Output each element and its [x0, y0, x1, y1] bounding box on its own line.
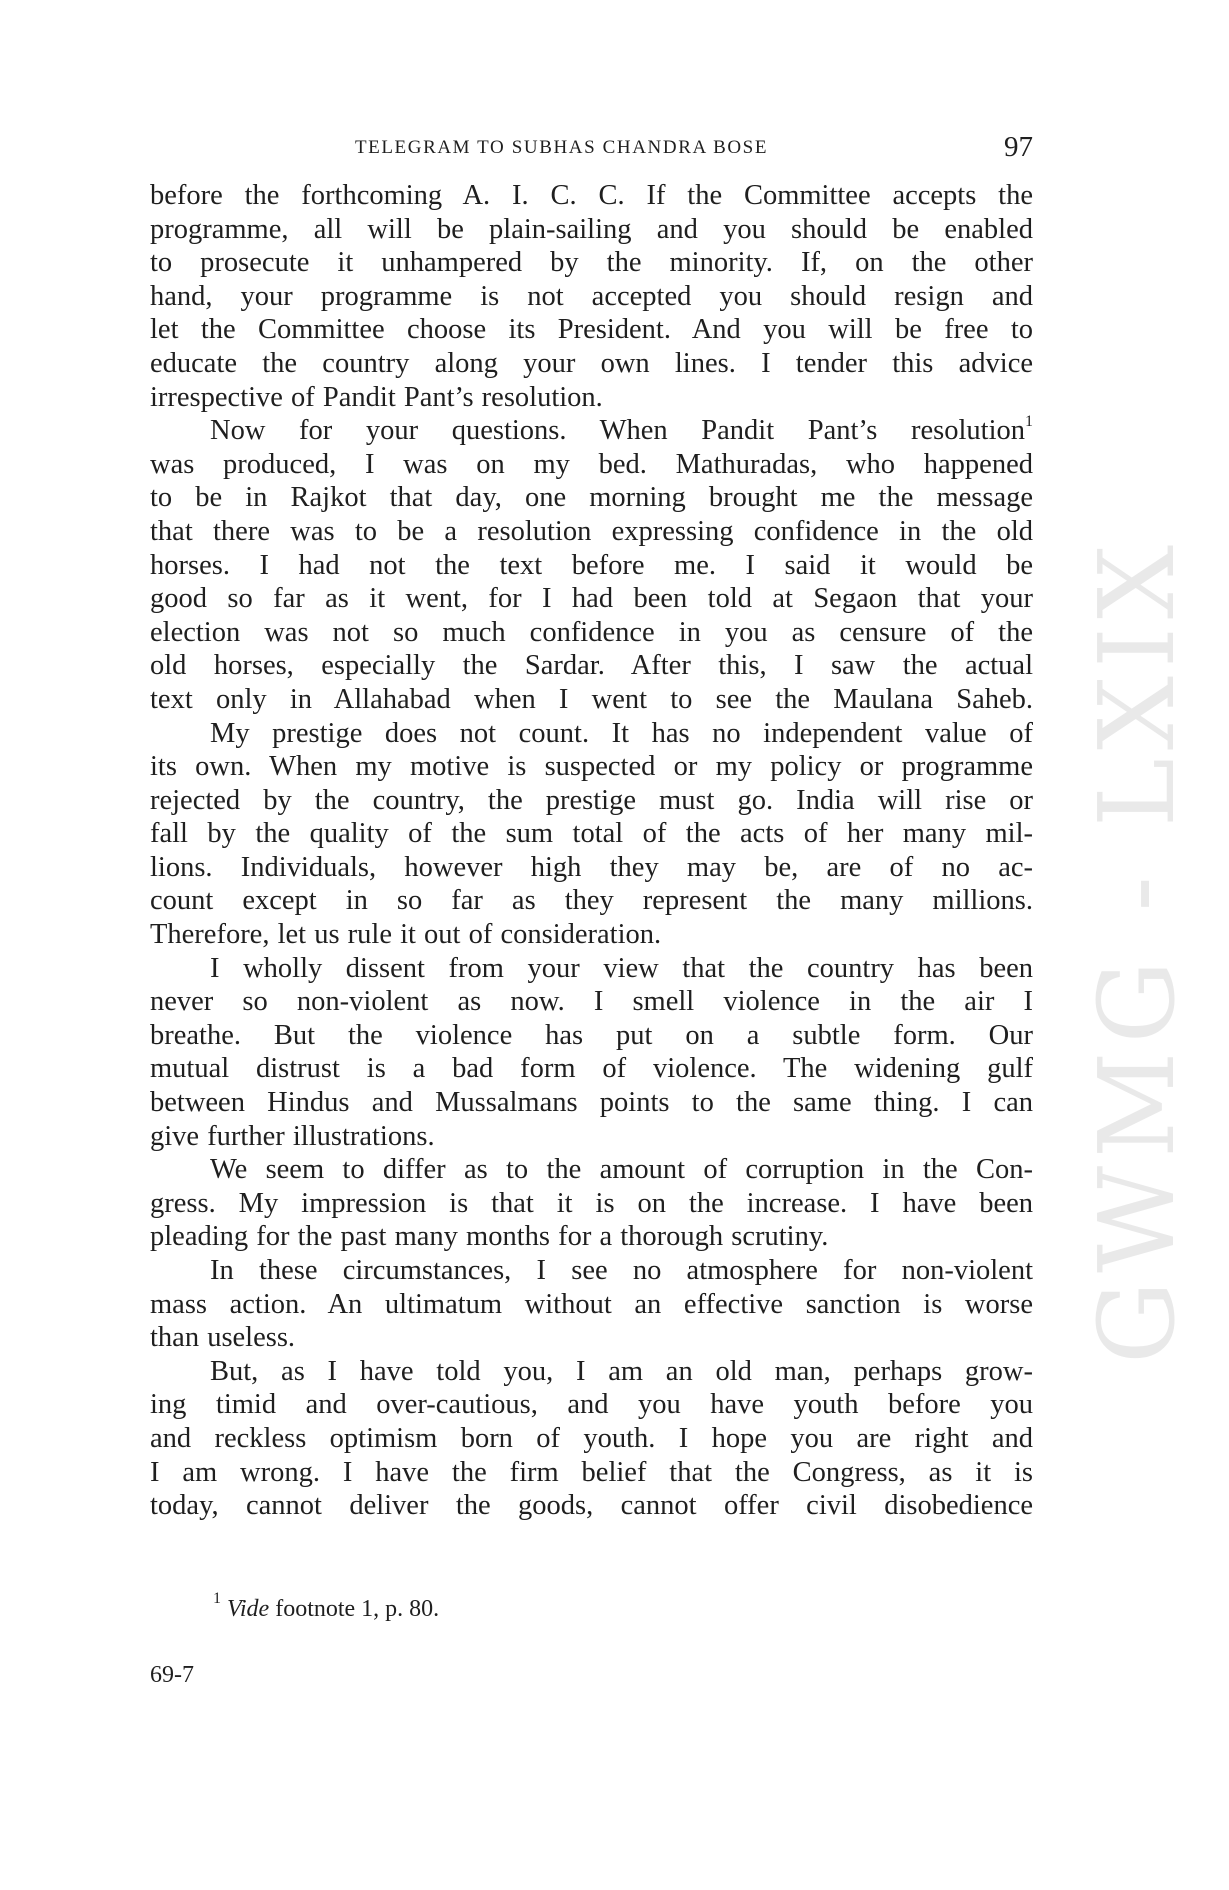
text-line: educate the country along your own lines. I tender this advice: [150, 347, 1033, 379]
text-line: good so far as it went, for I had been told at Segaon that your: [150, 583, 1033, 615]
text-line: before the forthcoming A. I. C. C. If the Committee accepts the: [150, 180, 1033, 211]
text-line: My prestige does not count. It has no independent value of: [210, 717, 1033, 749]
text-line: mass action. An ultimatum without an effective sanction is worse: [150, 1288, 1033, 1320]
text-line: between Hindus and Mussalmans points to the same thing. I can: [150, 1087, 1033, 1119]
text-line: pleading for the past many months for a thorough scrutiny.: [150, 1221, 829, 1253]
text-line: gress. My impression is that it is on the increase. I have been: [150, 1187, 1033, 1219]
text-line: I wholly dissent from your view that the country has been: [210, 952, 1033, 984]
text-line: today, cannot deliver the goods, cannot offer civil disobedience: [150, 1490, 1033, 1522]
text-line: old horses, especially the Sardar. After this, I saw the actual: [150, 650, 1033, 682]
text-line: election was not so much confidence in you as censure of the: [150, 616, 1033, 648]
text-line: and reckless optimism born of youth. I hope you are right and: [150, 1422, 1033, 1454]
text-line: rejected by the country, the prestige must go. India will rise or: [150, 784, 1033, 816]
text-line: breathe. But the violence has put on a subtle form. Our: [150, 1019, 1033, 1051]
text-line: that there was to be a resolution expressing confidence in the old: [150, 515, 1033, 547]
text-line: lions. Individuals, however high they may be, are of no ac-: [150, 851, 1033, 883]
text-line: mutual distrust is a bad form of violence. The widening gulf: [150, 1053, 1033, 1085]
text-line: was produced, I was on my bed. Mathuradas, who happened: [150, 448, 1033, 480]
text-line: never so non-violent as now. I smell violence in the air I: [150, 986, 1033, 1018]
footnote-number: 1: [213, 1590, 221, 1607]
text-line: to be in Rajkot that day, one morning brought me the message: [150, 482, 1033, 514]
page-number: 97: [1004, 131, 1033, 163]
text-line: horses. I had not the text before me. I said it would be: [150, 549, 1033, 581]
text-line: to prosecute it unhampered by the minority. If, on the other: [150, 247, 1033, 279]
text-fragment: Now for your questions. When Pandit Pant’s resolution: [210, 415, 1025, 447]
text-line: In these circumstances, I see no atmosphere for non-violent: [210, 1255, 1033, 1286]
footnote: [213, 1590, 440, 1623]
footnote-text: footnote 1, p. 80.: [269, 1596, 440, 1622]
page-header: [150, 133, 1033, 173]
text-line: irrespective of Pandit Pant’s resolution.: [150, 381, 603, 413]
text-line: ing timid and over-cautious, and you have youth before you: [150, 1389, 1033, 1421]
text-line: text only in Allahabad when I went to see the Maulana Saheb.: [150, 683, 1033, 715]
text-line: count except in so far as they represent the many millions.: [150, 885, 1033, 917]
text-line: let the Committee choose its President. And you will be free to: [150, 314, 1033, 346]
text-line-with-footnote: [150, 414, 1033, 448]
footnote-marker: 1: [1025, 413, 1033, 431]
text-line: Therefore, let us rule it out of consideration.: [150, 919, 662, 951]
text-line: We seem to differ as to the amount of corruption in the Con-: [210, 1154, 1033, 1186]
text-line: than useless.: [150, 1322, 296, 1354]
signature-mark: 69-7: [150, 1662, 194, 1688]
text-line: But, as I have told you, I am an old man, perhaps grow-: [210, 1355, 1033, 1387]
body-text: [150, 179, 1033, 1523]
watermark: GWMG - LXIX: [1076, 536, 1198, 1364]
text-line: programme, all will be plain-sailing and you should be enabled: [150, 213, 1033, 245]
text-line: fall by the quality of the sum total of the acts of her many mil-: [150, 818, 1033, 850]
text-line: its own. When my motive is suspected or my policy or programme: [150, 751, 1033, 783]
text-line: hand, your programme is not accepted you should resign and: [150, 280, 1033, 312]
footnote-vide: Vide: [227, 1596, 270, 1622]
running-head: TELEGRAM TO SUBHAS CHANDRA BOSE: [354, 137, 769, 158]
text-line: I am wrong. I have the firm belief that the Congress, as it is: [150, 1456, 1033, 1488]
text-line: give further illustrations.: [150, 1120, 435, 1152]
